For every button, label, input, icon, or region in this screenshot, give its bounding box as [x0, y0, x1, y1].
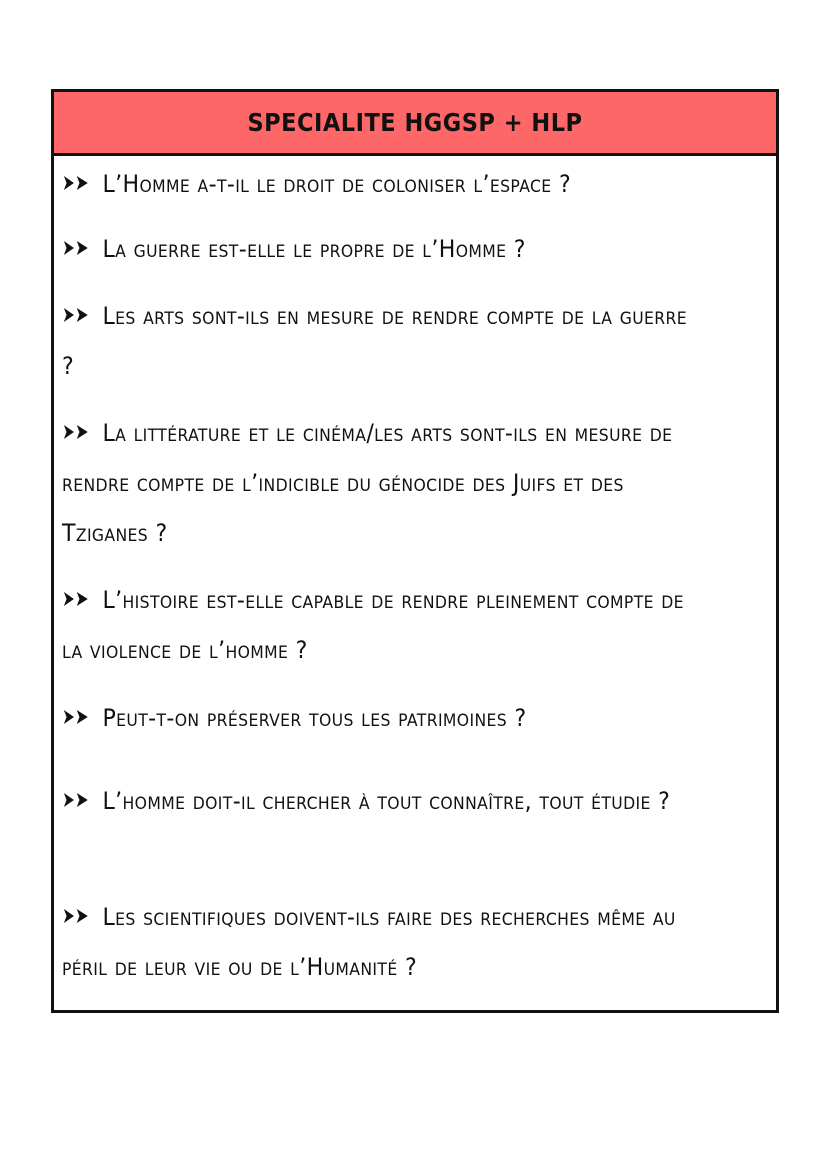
- question-item: [62, 575, 706, 675]
- question-text: L’histoire est-elle capable de rendre pleinement compte de la violence de l’homme ?: [62, 586, 684, 664]
- double-chevron-right-icon: [62, 238, 93, 258]
- question-text: La littérature et le cinéma/les arts sont-ils en mesure de rendre compte de l’indicible du génocide des Juifs et des Tziganes ?: [62, 419, 673, 547]
- question-item: [62, 291, 706, 391]
- question-item: [62, 159, 706, 209]
- double-chevron-right-icon: [62, 707, 93, 727]
- question-text: Les scientifiques doivent-ils faire des recherches même au péril de leur vie ou de l’Humanité ?: [62, 903, 676, 981]
- question-item: [62, 892, 706, 992]
- double-chevron-right-icon: [62, 906, 93, 926]
- questions-card: [51, 89, 779, 1013]
- question-item: [62, 408, 706, 558]
- double-chevron-right-icon: [62, 790, 93, 810]
- double-chevron-right-icon: [62, 305, 93, 325]
- question-text: La guerre est-elle le propre de l’Homme ?: [102, 235, 526, 263]
- double-chevron-right-icon: [62, 422, 93, 442]
- double-chevron-right-icon: [62, 589, 93, 609]
- question-item: [62, 776, 706, 826]
- question-item: [62, 693, 706, 743]
- double-chevron-right-icon: [62, 173, 93, 193]
- question-text: L’homme doit-il chercher à tout connaître, tout étudie ?: [102, 787, 671, 815]
- card-title: SPECIALITE HGGSP + HLP: [247, 108, 583, 137]
- question-item: [62, 224, 706, 274]
- question-text: L’Homme a-t-il le droit de coloniser l’espace ?: [102, 170, 572, 198]
- question-text: Peut-t-on préserver tous les patrimoines ?: [102, 704, 527, 732]
- question-text: Les arts sont-ils en mesure de rendre compte de la guerre ?: [62, 302, 687, 380]
- card-header: [54, 92, 776, 156]
